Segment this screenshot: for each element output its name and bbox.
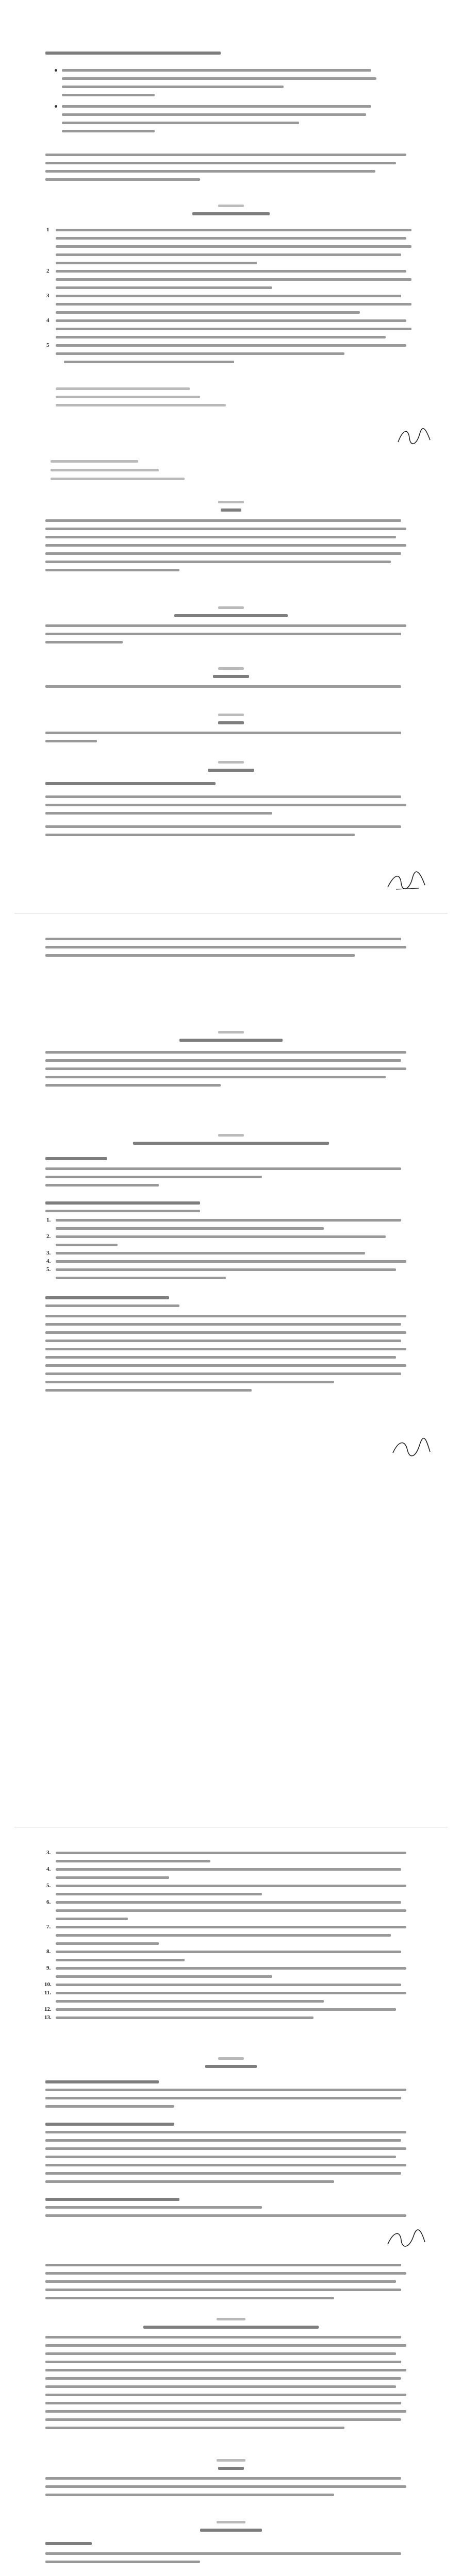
organization-name <box>14 34 448 42</box>
margin-signature-2 <box>386 870 427 892</box>
document-subtitle <box>14 25 448 33</box>
signature-scribble-icon <box>386 870 427 892</box>
document-page-3: 3. 4. 5. 6. 7. 8. 9. 10. 11. 12. 13. <box>14 1831 448 2576</box>
signature-scribble-icon <box>386 2228 427 2250</box>
document-page-1: 1 2 3 4 5 <box>14 4 448 910</box>
document-title <box>14 14 448 24</box>
signature-scribble-icon <box>396 427 432 447</box>
margin-signature-3 <box>391 1437 432 1460</box>
intro-line <box>45 52 221 55</box>
margin-signature-1 <box>396 427 432 447</box>
signature-scribble-icon <box>391 1437 432 1460</box>
margin-signature-4 <box>386 2228 427 2250</box>
document-page-2: 1. 2. 3. 4. 5. <box>14 917 448 1824</box>
document-title-block <box>14 14 448 42</box>
